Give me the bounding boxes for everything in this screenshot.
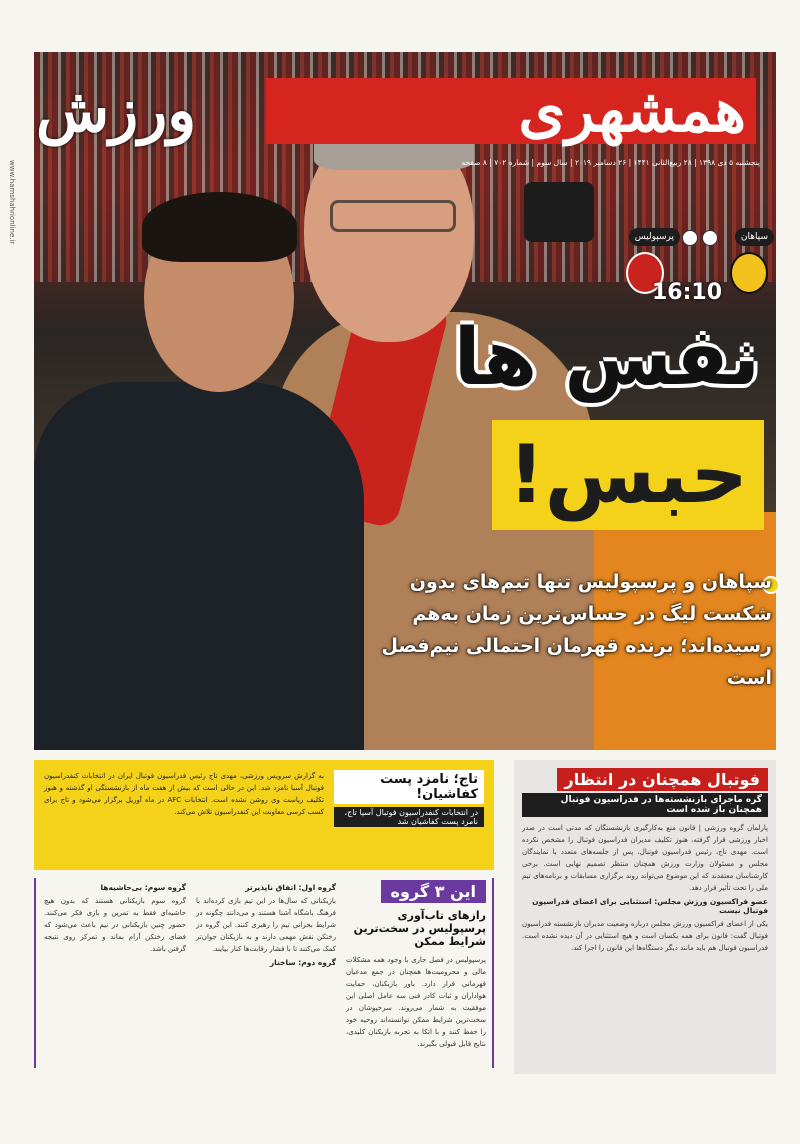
camera-icon (524, 182, 594, 242)
masthead-name: همشهری (518, 76, 746, 146)
right-article-title: فوتبال همچنان در انتظار (557, 768, 768, 791)
three-group-body: پرسپولیس در فصل جاری با وجود همه مشکلات مالی و محرومیت‌ها همچنان در جمع مدعیان قهرمانی قرار دارد. باور بازیکنان، حمایت هواداران و ثبات کادر فنی سه عامل اصلی این موفقیت به شمار می‌روند. سرخپوشان در سخت‌ترین شرایط ممکن توانسته‌اند روحیه خود را حفظ کنند و با اتکا به تجربه بازیکنان کلیدی، نتایج قابل قبولی بگیرند. (346, 956, 486, 1048)
right-article-body: پارلمان گروه ورزشی | قانون منع به‌کارگیری بازنشستگان که مدتی است در صدر اخبار ورزشی قرار گرفته، هنوز تکلیف مدیران فدراسیون فوتبال را مشخص نکرده است. مهدی تاج، رئیس فدراسیون فوتبال، پس از جلسه‌های متعدد با نمایندگان مجلس و مسئولان وزارت ورزش همچنان منتظر تصمیم نهایی است. برخی کارشناسان معتقدند که این موضوع می‌تواند روند برگزاری مسابقات و برنامه‌های تیم ملی را تحت تأثیر قرار دهد. (522, 824, 768, 892)
kickoff-time: 16:10 (652, 280, 723, 305)
three-group-body-b: بازیکنانی که سال‌ها در این تیم بازی کرده‌اند با فرهنگ باشگاه آشنا هستند و می‌دانند چگونه در شرایط بحرانی تیم را رهبری کنند. این گروه در رختکن نقش مهمی دارند و به بازیکنان جوان‌تر کمک می‌کنند تا با فشار رقابت‌ها کنار بیایند. (196, 897, 336, 953)
right-article (514, 760, 776, 1074)
taj-column-body: به گزارش سرویس ورزشی، مهدی تاج رئیس فدراسیون فوتبال ایران در انتخابات کنفدراسیون فوتبال آسیا نامزد شد. این در حالی است که بیش از هفت ماه از بازنشستگی او گذشته و هنوز تکلیف ریاست وی روشن نشده است. انتخابات AFC در ماه آوریل برگزار می‌شود و تاج برای کسب کرسی معاونت این کنفدراسیون تلاش می‌کند. (44, 772, 324, 816)
right-article-body2: یکی از اعضای فراکسیون ورزش مجلس درباره وضعیت مدیران بازنشسته فدراسیون فوتبال گفت: قانون برای همه یکسان است و هیچ استثنایی در آن دیده نشده است. فدراسیون فوتبال هم باید مانند دیگر دستگاه‌ها این قانون را اجرا کند. (522, 920, 768, 952)
headline-line1: نفس ها (453, 313, 760, 403)
headline-line2: حبس! (492, 420, 764, 530)
home-team-label: سپاهان (735, 228, 774, 246)
three-group-minihead1: گروه اول: اتفاق ناپذیرتر (245, 883, 336, 892)
dateline: پنجشنبه ۵ دی ۱۳۹۸ | ۲۸ ربیع‌الثانی ۱۴۴۱ | ۲۶ دسامبر ۲۰۱۹ | سال سوم | شماره ۷۰۲ | ۸ صفحه (461, 158, 760, 167)
man-hair (142, 192, 297, 262)
masthead (26, 60, 766, 150)
three-group-minihead3: گروه سوم: بی‌حاشیه‌ها (100, 883, 186, 892)
taj-column-subtitle: در انتخابات کنفدراسیون فوتبال آسیا تاج، نامزد پست کفاشیان شد (334, 807, 484, 827)
sepahan-crest-icon (730, 252, 768, 294)
purple-rule (492, 878, 494, 1068)
match-badge (626, 228, 774, 312)
right-article-minihead: عضو فراکسیون ورزش مجلس: استثنایی برای اعضای فدراسیون فوتبال نیست (532, 897, 768, 915)
three-group-title: این ۳ گروه (381, 880, 486, 903)
masthead-sport: ورزش (36, 76, 197, 146)
football-icon (702, 230, 718, 246)
three-group-minihead2: گروه دوم: ساختار (269, 958, 336, 967)
headline-lead: سپاهان و پرسپولیس تنها تیم‌های بدون شکست لیگ در حساس‌ترین زمان به‌هم رسیده‌اند؛ برنده قهرمان احتمالی نیم‌فصل است (381, 571, 772, 689)
taj-column (34, 760, 494, 870)
glasses-icon (330, 200, 456, 232)
three-group-body-c: گروه سوم بازیکنانی هستند که بدون هیچ حاشیه‌ای فقط به تمرین و بازی فکر می‌کنند. حضور چنین بازیکنانی در تیم باعث می‌شود که فضای رختکن آرام بماند و تمرکز روی نتیجه گرفتن باشد. (44, 897, 186, 953)
man-black-jacket (34, 382, 364, 750)
away-team-label: پرسپولیس (629, 228, 680, 246)
purple-rule (34, 878, 36, 1068)
right-article-subtitle: گره ماجرای بازنشسته‌ها در فدراسیون فوتبال همچنان باز شده است (522, 793, 768, 817)
football-icon (682, 230, 698, 246)
taj-column-title: تاج؛ نامزد پست کفاشیان! (334, 770, 484, 804)
masthead-red-band (266, 78, 756, 144)
side-note: www.hamshahrionline.ir (8, 160, 16, 245)
three-group-section (34, 878, 494, 1074)
three-group-subtitle: رازهای تاب‌آوری پرسپولیس در سخت‌ترین شرایط ممکن (353, 909, 486, 948)
